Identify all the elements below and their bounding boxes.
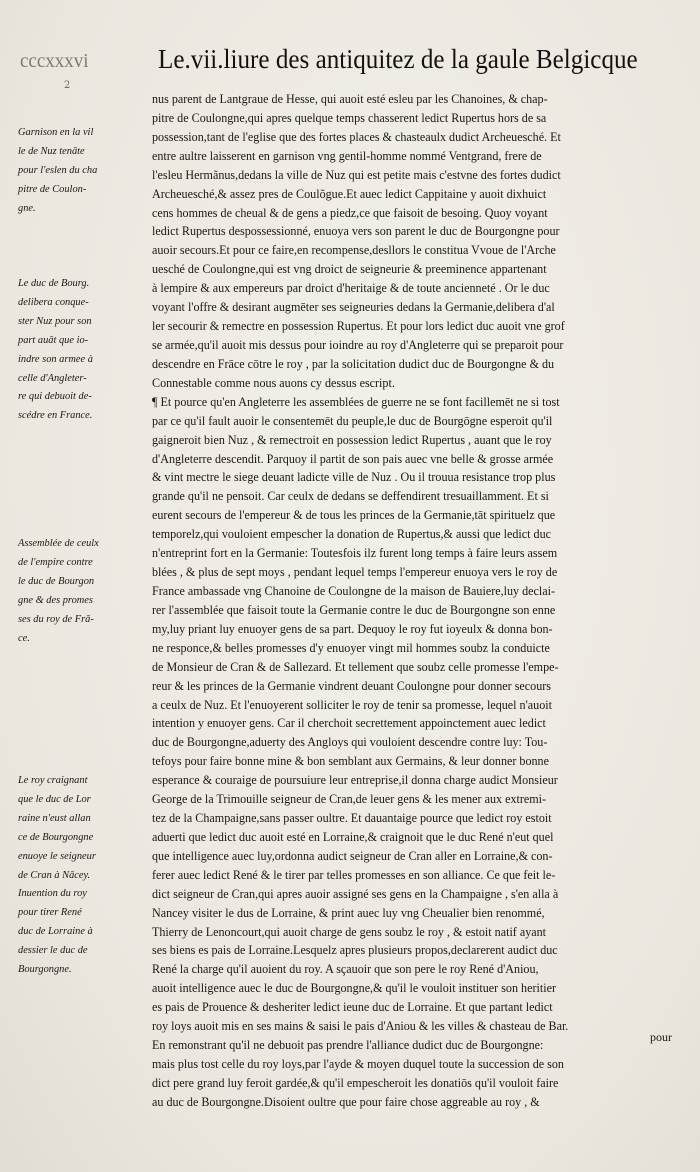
margin-note-line: delibera conque- — [18, 296, 89, 308]
margin-note-line: raine n'eust allan — [18, 812, 91, 824]
folio-number: cccxxxvi — [20, 50, 89, 72]
text-line: Nancey visiter le dus de Lorraine, & print auec luy vng Cheualier bien renommé, — [152, 905, 545, 920]
text-line: ferer auec ledict René & le tirer par telles promesses en son alliance. Ce que feit le- — [152, 867, 556, 882]
text-line: voyant l'offre & desirant augmēter ses seigneuries dedans la Germanie,delibera d'al — [152, 300, 555, 315]
margin-note-line: celle d'Angleter- — [18, 372, 87, 384]
margin-note — [18, 772, 158, 980]
margin-note-line: dessier le duc de — [18, 945, 88, 957]
text-line: tefoys pour faire bonne mine & bon semblant aux Germains, & leur donner bonne — [152, 754, 549, 769]
text-line: eurent secours de l'empereur & de tous les princes de la Germanie,tāt spirituelz que — [152, 508, 556, 523]
text-line: a ceulx de Nuz. Et l'enuoyerent solliciter le roy de tenir sa promesse, lequel n'auoit — [152, 697, 552, 712]
text-line: George de la Trimouille seigneur de Cran,de leuer gens & les mener aux extremi- — [152, 792, 547, 807]
margin-note-line: Le duc de Bourg. — [18, 278, 90, 289]
text-line: dict pere grand luy feroit gardée,& qu'il empescheroit les donatiōs qu'il vouloit faire — [152, 1075, 559, 1090]
margin-note-line: que le duc de Lor — [18, 793, 91, 805]
text-line: aduerti que ledict duc auoit esté en Lorraine,& craignoit que le duc René n'eut quel — [152, 829, 554, 844]
margin-note-line: le duc de Bourgon — [18, 575, 95, 587]
margin-note-line: enuoye le seigneur — [18, 850, 96, 862]
margin-note-line: de Cran à Nācey. — [18, 869, 91, 881]
text-line: René la charge qu'il auoient du roy. A sçauoir que son pere le roy René d'Aniou, — [152, 962, 539, 977]
text-line: auoir secours.Et pour ce faire,en recompense,desllors le constitua Vvoue de l'Arche — [152, 243, 556, 258]
text-line: ne responce,& belles promesses d'y enuoyer vingt mil hommes soubz la conduicte — [152, 640, 550, 655]
text-line: se armée,qu'il auoit mis dessus pour ioindre au roy d'Angleterre qui se preparoit pour — [152, 337, 564, 352]
text-line: En remonstrant qu'il ne debuoit pas prendre l'alliance dudict duc de Bourgongne: — [152, 1038, 544, 1053]
margin-note-line: Assemblée de ceulx — [18, 538, 99, 549]
text-line: nus parent de Lantgraue de Hesse, qui auoit esté esleu par les Chanoines, & chap- — [152, 92, 548, 106]
text-line: ler secourir & remectre en possession Rupertus. Et pour lors ledict duc auoit vne grof — [152, 319, 565, 334]
text-line: temporelz,qui vouloient empescher la donation de Rupertus,& aussi que ledict duc — [152, 527, 551, 542]
margin-note-line: pour l'eslen du cha — [18, 164, 98, 176]
text-line: auoit intelligence auec le duc de Bourgongne,& qu'il le vouloit instituer son heritier — [152, 981, 556, 996]
text-line: duc de Bourgongne,aduerty des Angloys qui vouloient descendre contre luy: Tou- — [152, 735, 548, 750]
text-line: France ambassade vng Chanoine de Coulongne de la maison de Bauiere,luy declai- — [152, 583, 555, 598]
margin-note-line: le de Nuz tenāte — [18, 145, 85, 157]
text-line: l'esleu Hermãnus,dedans la ville de Nuz qui est petite mais c'estvne des fortes dudict — [152, 167, 561, 182]
text-line: dict seigneur de Cran,qui apres auoir assigné ses gens en la Champaigne , s'en alla à — [152, 886, 559, 901]
text-line: Archeuesché,& assez pres de Coulõgue.Et auec ledict Cappitaine y auoit dixhuict — [152, 186, 547, 201]
margin-note-line: pitre de Coulon- — [18, 183, 87, 195]
text-line: my,luy priant luy enuoyer gens de sa part. Dequoy le roy fut ioyeulx & donna bon- — [152, 621, 553, 636]
margin-note — [18, 275, 158, 426]
text-line: pitre de Coulongne,qui apres quelque temps chasserent ledict Rupertus hors de sa — [152, 110, 547, 125]
margin-note — [18, 124, 158, 219]
text-line: que intelligence auec luy,ordonna audict seigneur de Cran aller en Lorraine,& con- — [152, 848, 553, 863]
margin-note-line: ster Nuz pour son — [18, 315, 92, 327]
text-line: au duc de Bourgongne.Disoient oultre que pour faire chose aggreable au roy , & — [152, 1094, 540, 1109]
margin-note-line: ce de Bourgongne — [18, 831, 94, 843]
margin-note — [18, 535, 158, 648]
margin-note-line: indre son armee à — [18, 353, 93, 365]
text-line: reur & les princes de la Germanie vindrent deuant Coulongne pour donner secours — [152, 678, 551, 693]
margin-note-line: duc de Lorraine à — [18, 926, 93, 938]
text-line: blées , & plus de sept moys , pendant lequel temps l'empereur enuoya vers le roy de — [152, 565, 558, 580]
text-line: à lempire & aux empereurs par droict d'heritaige & de toute ancienneté . Or le duc — [152, 281, 550, 296]
text-line: de Monsieur de Cran & de Sallezard. Et tellement que soubz celle promesse l'empe- — [152, 659, 559, 674]
margin-note-line: ses du roy de Frā- — [18, 613, 94, 625]
margin-note-line: ce. — [18, 632, 30, 644]
margin-note-line: gne. — [18, 202, 36, 214]
text-line: Connestable comme nous auons cy dessus escript. — [152, 375, 395, 390]
margin-note-line: Bourgongne. — [18, 964, 72, 976]
main-text-block — [152, 90, 683, 1112]
text-line: grande qu'il ne pensoit. Car ceulx de dedans se deffendirent tresuaillamment. Et si — [152, 489, 549, 504]
text-line: rer l'assemblée que faisoit toute la Germanie contre le duc de Bourgongne son enne — [152, 602, 556, 617]
catchword: pour — [650, 1030, 672, 1044]
margin-note-line: Le roy craignant — [18, 775, 88, 786]
text-line: gaigneroit bien Nuz , & remectroit en possession ledict Rupertus , auant que le roy — [152, 432, 552, 447]
margin-note-line: re qui debuoit de- — [18, 391, 92, 403]
text-line: descendre en Frāce cōtre le roy , par la solicitation dudict duc de Bourgongne & du — [152, 356, 555, 371]
margin-note-line: pour tirer René — [18, 907, 82, 919]
text-line: cens hommes de cheual & de gens a piedz,ce que faisoit de besoing. Quoy voyant — [152, 205, 548, 220]
margin-note-line: part auāt que io- — [18, 334, 89, 346]
text-line: mais plus tost celle du roy loys,par l'ayde & moyen duquel toute la succession de son — [152, 1057, 564, 1072]
running-head: Le.vii.liure des antiquitez de la gaule Belgicque — [158, 44, 638, 74]
text-line: uesché de Coulongne,qui est vng droict de seigneurie & preeminence appartenant — [152, 262, 547, 277]
text-line: entre aultre laisserent en garnison vng gentil-homme nommé Ventgrand, frere de — [152, 148, 542, 163]
text-line: intention y enuoyer gens. Car il cherchoit secrettement appoinctement auec ledict — [152, 716, 546, 731]
text-line: roy loys auoit mis en ses mains & saisi le pais d'Aniou & les villes & chasteau de Bar. — [152, 1019, 569, 1034]
margin-note-line: Inuention du roy — [18, 888, 87, 900]
text-line: ledict Rupertus despossessionné, enuoya vers son parent le duc de Bourgongne pour — [152, 224, 560, 239]
signature-mark: 2 — [64, 80, 71, 91]
margin-note-line: gne & des promes — [18, 594, 93, 606]
margin-note-line: de l'empire contre — [18, 556, 93, 568]
margin-note-line: Garnison en la vil — [18, 127, 94, 138]
text-line: possession,tant de l'eglise que des fortes places & chasteaulx dudict Archeuesché. Et — [152, 129, 561, 144]
text-line: d'Angleterre descendit. Parquoy il partit de son pais auec vne belle & grosse armée — [152, 451, 554, 466]
text-line: par ce qu'il fault auoir le consentemēt du peuple,le duc de Bourgōgne esperoit qu'il — [152, 413, 553, 428]
text-line: ¶ Et pource qu'en Angleterre les assemblées de guerre ne se font facillemēt ne si tost — [152, 394, 560, 409]
text-line: es pais de Prouence & desheriter ledict ieune duc de Lorraine. Et que partant ledict — [152, 1000, 553, 1015]
text-line: ses biens es pais de Lorraine.Lesquelz apres plusieurs propos,declarerent audict duc — [152, 943, 558, 958]
text-line: n'entreprint fort en la Germanie: Toutesfois ilz furent long temps à faire leurs assem — [152, 546, 558, 561]
text-line: & vint mectre le siege deuant ladicte ville de Nuz . Ou il trouua resistance trop plus — [152, 470, 556, 485]
margin-note-line: scédre en France. — [18, 410, 93, 422]
text-line: esperance & couraige de poursuiure leur entreprise,il donna charge audict Monsieur — [152, 773, 558, 788]
text-line: tez de la Champaigne,sans passer oultre. Et dauantaige pource que ledict roy estoit — [152, 811, 552, 826]
text-line: Thierry de Lenoncourt,qui auoit charge de gens soubz le roy , & estoit natif ayant — [152, 924, 547, 939]
